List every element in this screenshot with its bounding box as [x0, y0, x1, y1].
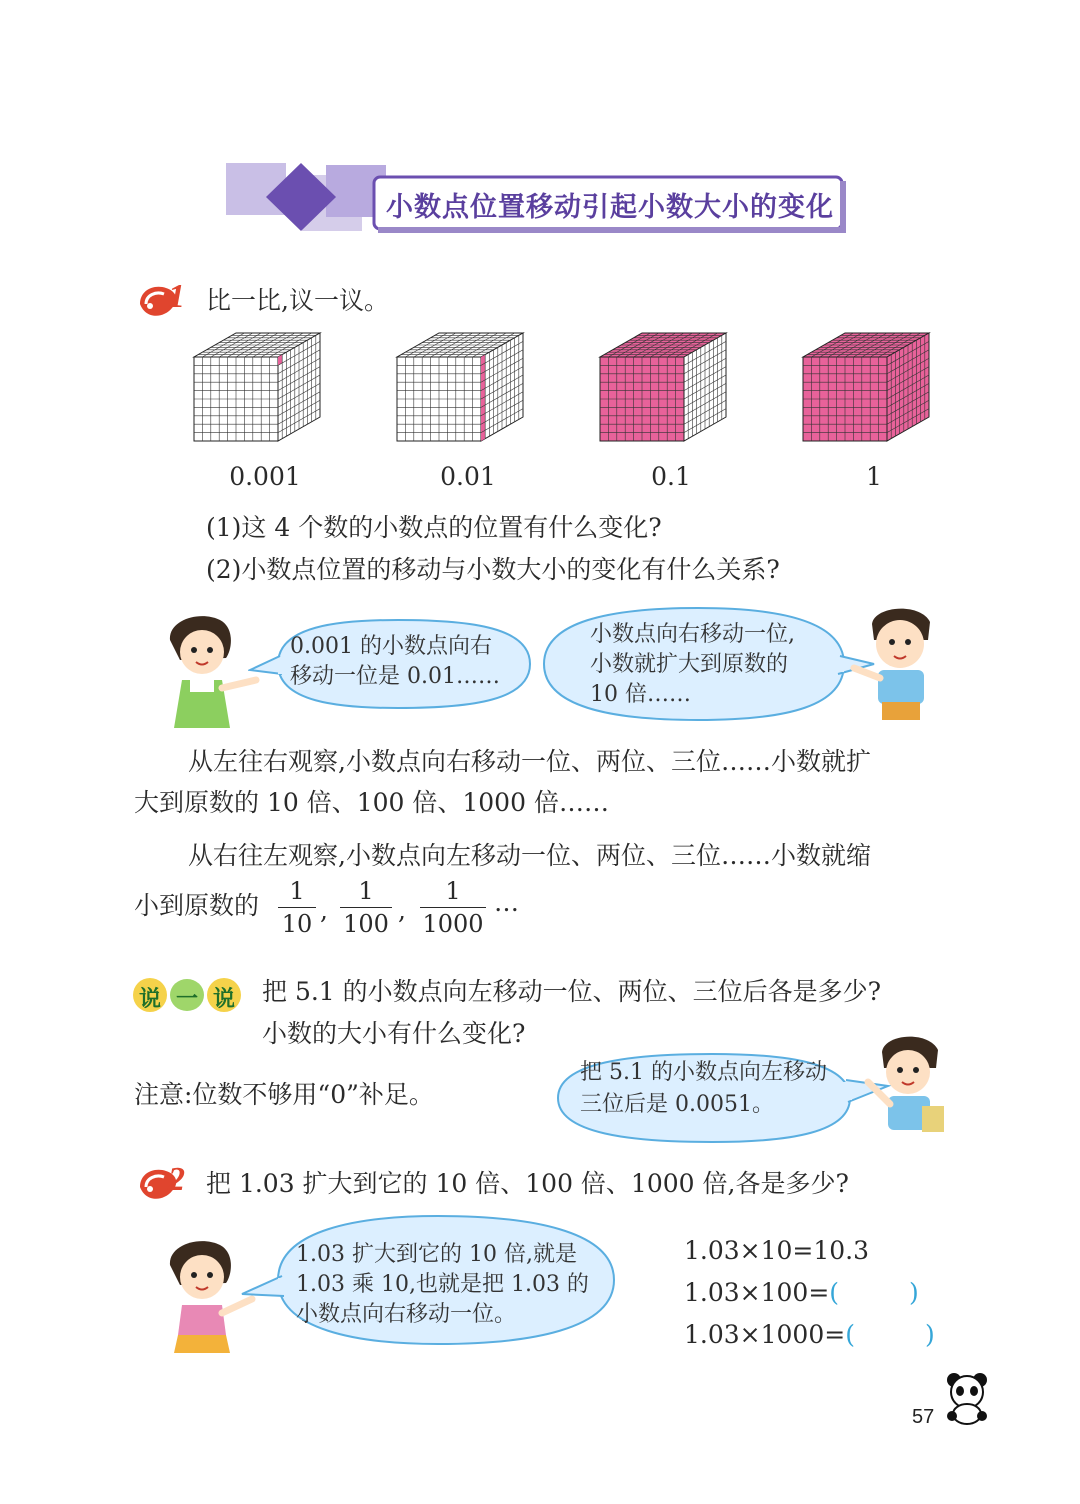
boy-speech-bubble — [538, 602, 878, 730]
equation-3 — [684, 1322, 935, 1347]
boy-speech-bubble-2 — [552, 1050, 892, 1150]
boy-bubble-line-2: 小数就扩大到原数的 — [590, 652, 789, 677]
paragraph-1-line-1: 从左往右观察,小数点向右移动一位、两位、三位……小数就扩 — [188, 747, 871, 776]
boy-illustration-2 — [862, 1030, 952, 1144]
example-number: 2 — [168, 1161, 185, 1198]
fraction-numerator: 1 — [289, 877, 305, 905]
shuo-question-line-1: 把 5.1 的小数点向左移动一位、两位、三位后各是多少? — [262, 977, 882, 1006]
badge-char-2: 一 — [176, 987, 199, 1012]
example-1-marker — [132, 280, 192, 330]
fraction-1-10 — [278, 877, 316, 938]
fraction-comma-1: , — [320, 896, 328, 925]
equation-2 — [684, 1280, 919, 1305]
girl-icon — [160, 610, 260, 730]
fraction-bar — [420, 907, 486, 908]
girl2-bubble-line-2: 1.03 乘 10,也就是把 1.03 的 — [296, 1272, 589, 1297]
answer-open-paren: ( — [845, 1320, 855, 1349]
boy2-bubble-line-2: 三位后是 0.0051。 — [580, 1092, 774, 1117]
girl-bubble-line-2: 移动一位是 0.01…… — [290, 664, 500, 689]
section-title: 小数点位置移动引起小数大小的变化 — [386, 192, 834, 223]
fraction-1-100 — [340, 877, 392, 938]
equation-expr: 1.03×1000= — [684, 1320, 846, 1349]
badge-char-1: 说 — [139, 987, 162, 1012]
answer-close-paren: ) — [924, 1320, 935, 1349]
boy-bubble-line-1: 小数点向右移动一位, — [590, 622, 795, 647]
answer-open-paren: ( — [829, 1278, 840, 1307]
shuo-question-line-2: 小数的大小有什么变化? — [262, 1019, 526, 1048]
girl2-bubble-line-1: 1.03 扩大到它的 10 倍,就是 — [296, 1242, 577, 1267]
section-header — [226, 155, 856, 240]
equation-expr: 1.03×100= — [684, 1278, 830, 1307]
badge-char-3: 说 — [213, 987, 236, 1012]
example-number: 1 — [168, 278, 185, 315]
equation-1 — [684, 1238, 869, 1263]
fraction-denominator: 100 — [343, 910, 389, 938]
cube-label-001: 0.01 — [440, 462, 496, 491]
paragraph-2-line-1: 从右往左观察,小数点向左移动一位、两位、三位……小数就缩 — [188, 841, 871, 870]
fraction-ellipsis: … — [494, 888, 519, 917]
example-2-marker — [132, 1163, 192, 1213]
boy2-bubble-line-1: 把 5.1 的小数点向左移动 — [580, 1060, 827, 1085]
fraction-denominator: 10 — [281, 910, 313, 938]
shuo-note: 注意:位数不够用“0”补足。 — [134, 1080, 434, 1109]
page-number: 57 — [912, 1406, 935, 1428]
girl2-bubble-line-3: 小数点向右移动一位。 — [296, 1302, 517, 1327]
paragraph-1-line-2: 大到原数的 10 倍、100 倍、1000 倍…… — [134, 788, 609, 817]
answer-close-paren: ) — [909, 1278, 919, 1307]
boy-illustration — [850, 600, 950, 729]
girl-speech-bubble — [248, 614, 538, 718]
cube-label-01: 0.1 — [651, 462, 691, 491]
cube-label-0001: 0.001 — [229, 462, 301, 491]
panda-mascot — [940, 1370, 996, 1430]
boy-icon — [850, 600, 950, 725]
fraction-bar — [278, 907, 316, 908]
girl-speech-bubble-2 — [238, 1210, 618, 1354]
cube-illustrations — [180, 325, 980, 455]
girl-illustration — [160, 610, 260, 734]
girl-bubble-line-1: 0.001 的小数点向右 — [290, 634, 492, 659]
panda-icon — [940, 1370, 996, 1426]
boy-icon — [862, 1030, 952, 1140]
fraction-comma-2: , — [398, 896, 406, 925]
cube-row — [180, 325, 980, 485]
example-2-prompt: 把 1.03 扩大到它的 10 倍、100 倍、1000 倍,各是多少? — [206, 1169, 849, 1198]
fraction-denominator: 1000 — [422, 910, 484, 938]
fraction-numerator: 1 — [445, 877, 461, 905]
fraction-numerator: 1 — [358, 877, 374, 905]
shuo-yi-shuo-badge — [132, 975, 242, 1015]
paragraph-2-line-2: 小到原数的 — [134, 891, 260, 920]
cube-label-1: 1 — [866, 462, 882, 491]
equation-expr: 1.03×10=10.3 — [684, 1236, 870, 1265]
fraction-bar — [340, 907, 392, 908]
boy-bubble-line-3: 10 倍…… — [590, 682, 691, 707]
fraction-1-1000 — [420, 877, 486, 938]
question-2: (2)小数点位置的移动与小数大小的变化有什么关系? — [206, 555, 780, 584]
example-1-prompt: 比一比,议一议。 — [206, 286, 389, 315]
question-1: (1)这 4 个数的小数点的位置有什么变化? — [206, 513, 662, 542]
